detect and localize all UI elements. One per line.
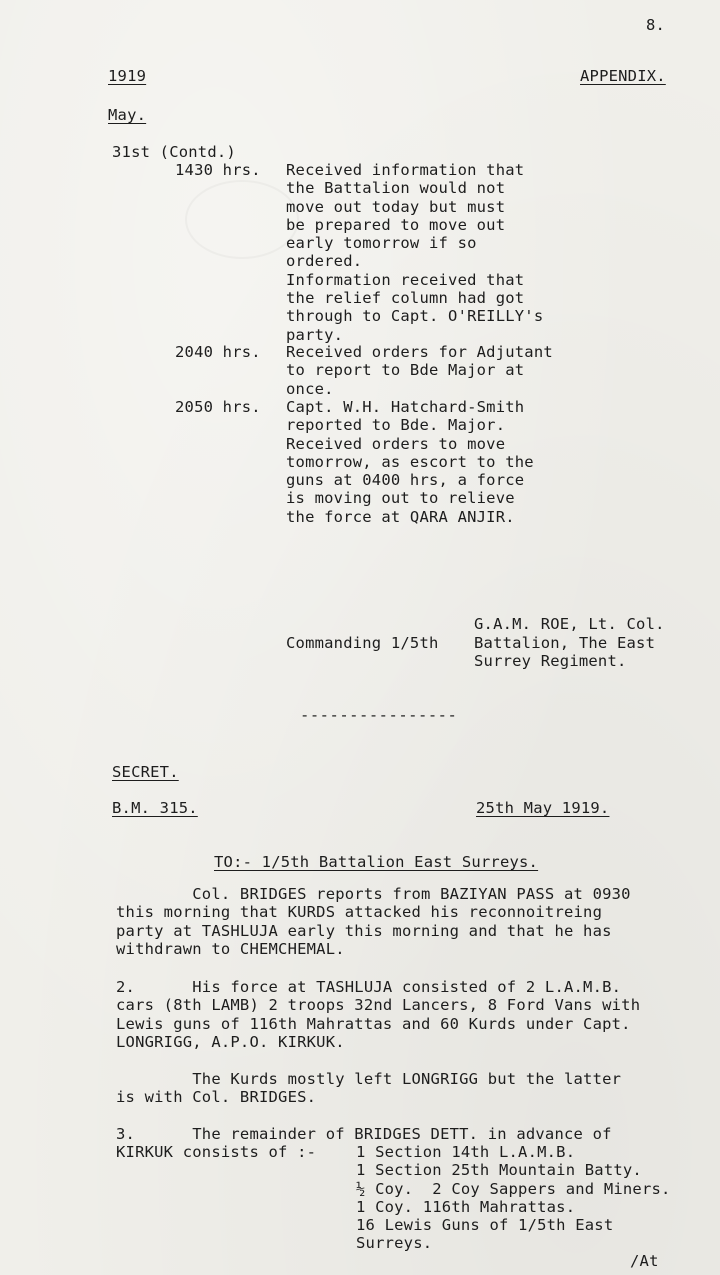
list-item: ½ Coy. 2 Coy Sappers and Miners. xyxy=(356,1179,671,1198)
appendix-heading: APPENDIX. xyxy=(580,67,666,85)
signature-unit-line1: Battalion, The East xyxy=(474,634,656,652)
classification: SECRET. xyxy=(112,763,179,781)
section-separator: ---------------- xyxy=(300,706,458,724)
signature-name: G.A.M. ROE, Lt. Col. xyxy=(474,615,665,633)
signature-unit-line2: Surrey Regiment. xyxy=(474,652,627,670)
signature-prefix: Commanding 1/5th xyxy=(286,634,439,652)
diary-date: 31st (Contd.) xyxy=(112,143,236,161)
message-paragraph-2: 2. His force at TASHLUJA consisted of 2 L.A.M.B. cars (8th LAMB) 2 troops 32nd Lancers, 8 Ford Vans with Lewis guns of 116th Mahrattas and 60 Kurds under Capt. LONGRIGG, A.P.O. KIRKUK. xyxy=(116,978,641,1051)
detachment-list xyxy=(356,1143,671,1253)
catchword: /At xyxy=(630,1252,659,1270)
faint-stamp-mark xyxy=(185,180,299,259)
entry-time-1430: 1430 hrs. xyxy=(175,161,261,179)
list-item: 16 Lewis Guns of 1/5th East xyxy=(356,1216,614,1235)
entry-text-2050: Capt. W.H. Hatchard-Smith reported to Bde. Major. Received orders to move tomorrow, as escort to the guns at 0400 hrs, a force is moving out to relieve the force at QARA ANJIR. xyxy=(286,398,534,526)
message-paragraph-1: Col. BRIDGES reports from BAZIYAN PASS at 0930 this morning that KURDS attacked his reconnoitreing party at TASHLUJA early this morning and that he has withdrawn to CHEMCHEMAL. xyxy=(116,885,631,958)
list-item: Surreys. xyxy=(356,1234,433,1253)
list-item: 1 Section 14th L.A.M.B. xyxy=(356,1143,576,1161)
entry-text-2040: Received orders for Adjutant to report to Bde Major at once. xyxy=(286,343,553,398)
list-item: 1 Coy. 116th Mahrattas. xyxy=(356,1197,576,1216)
page-number: 8. xyxy=(646,16,666,34)
message-addressee: TO:- 1/5th Battalion East Surreys. xyxy=(214,853,539,871)
message-paragraph-2b: The Kurds mostly left LONGRIGG but the latter is with Col. BRIDGES. xyxy=(116,1070,622,1107)
message-paragraph-3: 3. The remainder of BRIDGES DETT. in advance of KIRKUK consists of :- xyxy=(116,1125,612,1162)
message-reference: B.M. 315. xyxy=(112,799,198,817)
entry-time-2040: 2040 hrs. xyxy=(175,343,261,361)
entry-time-2050: 2050 hrs. xyxy=(175,398,261,416)
message-date: 25th May 1919. xyxy=(476,799,610,817)
list-item: 1 Section 25th Mountain Batty. xyxy=(356,1161,642,1180)
entry-text-1430: Received information that the Battalion would not move out today but must be prepared to move out early tomorrow if so ordered. Information received that the relief column had got through to Capt. O'REILLY's party. xyxy=(286,161,544,344)
year-heading: 1919 xyxy=(108,67,147,85)
month-heading: May. xyxy=(108,106,147,124)
